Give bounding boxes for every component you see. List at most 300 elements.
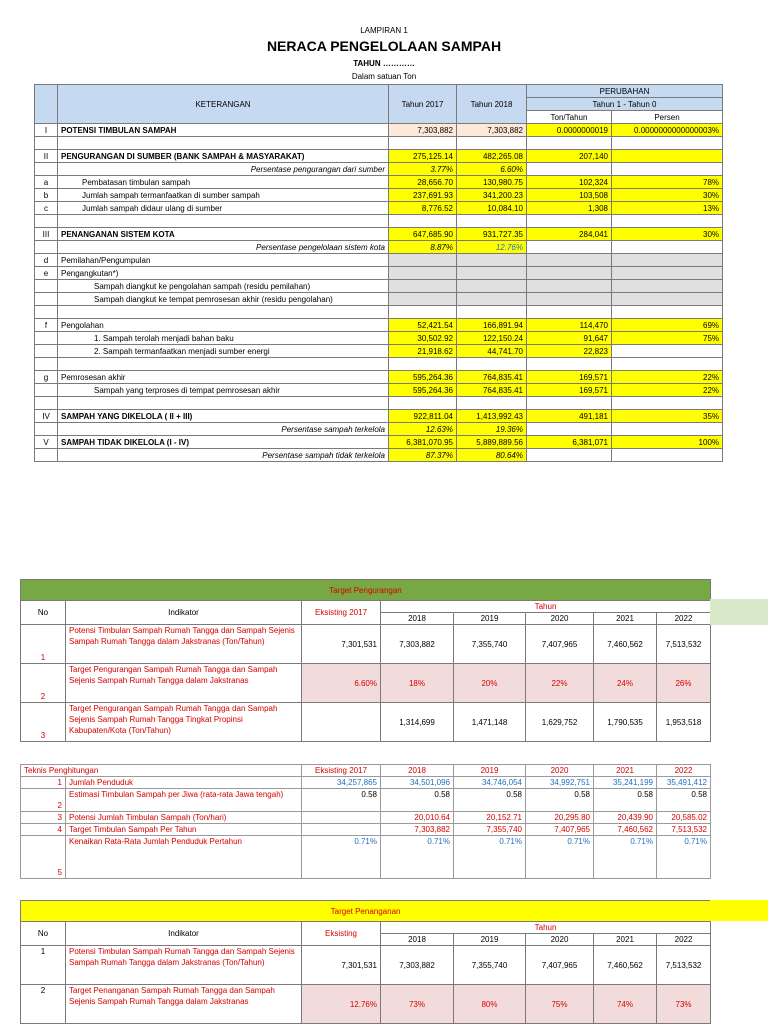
neraca-cell-no: [35, 280, 58, 293]
neraca-cell-v2: 482,265.08: [457, 150, 527, 163]
lampiran-label: LAMPIRAN 1: [360, 26, 408, 35]
pengurangan-year: 2022: [657, 613, 711, 625]
neraca-cell-v2: 10,084.10: [457, 202, 527, 215]
penanganan-row-value: 7,407,965: [526, 946, 594, 985]
pengurangan-col-eks: Eksisting 2017: [302, 601, 381, 625]
neraca-cell-v1: 647,685.90: [389, 228, 457, 241]
neraca-cell-no: b: [35, 189, 58, 202]
neraca-cell-v1: [389, 293, 457, 306]
neraca-cell-label: [58, 137, 389, 150]
penanganan-row-label: Potensi Timbulan Sampah Rumah Tangga dan Sampah Sejenis Sampah Rumah Tangga dalam Jakstranas (Ton/Tahun): [66, 946, 302, 985]
teknis-row-value: 7,460,562: [594, 824, 657, 836]
teknis-row-eks: 0.71%: [302, 836, 381, 879]
penanganan-side-band: [710, 900, 768, 921]
pengurangan-row-no: 1: [21, 625, 66, 664]
neraca-row: [35, 254, 723, 267]
neraca-cell-v1: 8.87%: [389, 241, 457, 254]
penanganan-row-value: 7,355,740: [454, 946, 526, 985]
neraca-cell-v1: [389, 358, 457, 371]
neraca-row: [35, 410, 723, 423]
neraca-cell-v2: 764,835.41: [457, 371, 527, 384]
neraca-row: [35, 384, 723, 397]
neraca-cell-label: Sampah diangkut ke pengolahan sampah (residu pemilahan): [58, 280, 389, 293]
neraca-cell-label: 2. Sampah termanfaatkan menjadi sumber energi: [58, 345, 389, 358]
teknis-row-no: 3: [21, 812, 66, 824]
penanganan-row-no: 1: [21, 946, 66, 985]
penanganan-row-value: 7,460,562: [594, 946, 657, 985]
neraca-row: [35, 137, 723, 150]
neraca-cell-ton: 1,308: [527, 202, 612, 215]
neraca-cell-v2: [457, 254, 527, 267]
neraca-cell-no: [35, 358, 58, 371]
neraca-cell-no: II: [35, 150, 58, 163]
neraca-cell-ton: [527, 267, 612, 280]
teknis-row-value: 0.71%: [454, 836, 526, 879]
pengurangan-row-eks: 6.60%: [302, 664, 381, 703]
pengurangan-year: 2019: [454, 613, 526, 625]
pengurangan-row-value: 7,303,882: [381, 625, 454, 664]
neraca-cell-pct: 78%: [612, 176, 723, 189]
neraca-cell-v2: [457, 358, 527, 371]
penanganan-col-indikator: Indikator: [66, 922, 302, 946]
neraca-cell-no: I: [35, 124, 58, 137]
neraca-cell-v2: [457, 267, 527, 280]
neraca-cell-ton: [527, 306, 612, 319]
neraca-cell-v2: 5,889,889.56: [457, 436, 527, 449]
neraca-cell-v1: 595,264.36: [389, 384, 457, 397]
neraca-cell-no: [35, 306, 58, 319]
pengurangan-year: 2018: [381, 613, 454, 625]
penanganan-row-value: 73%: [657, 985, 711, 1024]
neraca-cell-label: [58, 215, 389, 228]
pengurangan-row-value: 7,513,532: [657, 625, 711, 664]
neraca-cell-v2: 12.76%: [457, 241, 527, 254]
pengurangan-row-value: 7,407,965: [526, 625, 594, 664]
neraca-cell-no: [35, 293, 58, 306]
pengurangan-row: [21, 664, 711, 703]
teknis-row-value: 0.71%: [594, 836, 657, 879]
neraca-cell-ton: 0.0000000019: [527, 124, 612, 137]
penanganan-col-no: No: [21, 922, 66, 946]
neraca-row: [35, 306, 723, 319]
neraca-cell-ton: 169,571: [527, 371, 612, 384]
pengurangan-title: Target Pengurangan: [21, 580, 711, 601]
penanganan-row-value: 7,513,532: [657, 946, 711, 985]
penanganan-row-eks: 7,301,531: [302, 946, 381, 985]
neraca-cell-v1: 30,502.92: [389, 332, 457, 345]
neraca-cell-v1: [389, 254, 457, 267]
teknis-row-label: Potensi Jumlah Timbulan Sampah (Ton/hari): [66, 812, 302, 824]
neraca-cell-pct: 22%: [612, 371, 723, 384]
pengurangan-row-value: 26%: [657, 664, 711, 703]
neraca-row: [35, 124, 723, 137]
teknis-year: 2018: [381, 765, 454, 777]
neraca-cell-v1: 21,918.62: [389, 345, 457, 358]
teknis-year: 2020: [526, 765, 594, 777]
neraca-cell-pct: [612, 306, 723, 319]
neraca-row: [35, 371, 723, 384]
teknis-row-value: 7,513,532: [657, 824, 711, 836]
penanganan-year: 2019: [454, 934, 526, 946]
neraca-cell-ton: 284,041: [527, 228, 612, 241]
neraca-cell-ton: [527, 280, 612, 293]
teknis-row: [21, 777, 711, 789]
neraca-cell-v2: 7,303,882: [457, 124, 527, 137]
neraca-row: [35, 202, 723, 215]
header-ton: Ton/Tahun: [527, 111, 612, 124]
teknis-row-value: 20,585.02: [657, 812, 711, 824]
header-persen: Persen: [612, 111, 723, 124]
neraca-cell-v1: [389, 397, 457, 410]
neraca-cell-label: Sampah yang terproses di tempat pemrosesan akhir: [58, 384, 389, 397]
neraca-cell-v1: 28,656.70: [389, 176, 457, 189]
neraca-cell-label: 1. Sampah terolah menjadi bahan baku: [58, 332, 389, 345]
neraca-cell-v1: 595,264.36: [389, 371, 457, 384]
teknis-row: [21, 836, 711, 879]
neraca-table: [34, 84, 723, 462]
teknis-row-label: Target Timbulan Sampah Per Tahun: [66, 824, 302, 836]
neraca-cell-v1: 237,691.93: [389, 189, 457, 202]
neraca-cell-v2: 931,727.35: [457, 228, 527, 241]
penanganan-row-value: 73%: [381, 985, 454, 1024]
teknis-row-value: 20,010.64: [381, 812, 454, 824]
pengurangan-row-value: 1,471,148: [454, 703, 526, 742]
neraca-cell-label: Jumlah sampah termanfaatkan di sumber sampah: [58, 189, 389, 202]
neraca-cell-no: [35, 215, 58, 228]
penanganan-year: 2021: [594, 934, 657, 946]
penanganan-row-value: 80%: [454, 985, 526, 1024]
header-keterangan: KETERANGAN: [58, 85, 389, 124]
neraca-cell-pct: 0.0000000000000003%: [612, 124, 723, 137]
pengurangan-year: 2021: [594, 613, 657, 625]
teknis-row-value: 35,491,412: [657, 777, 711, 789]
neraca-cell-v1: [389, 306, 457, 319]
neraca-cell-no: [35, 397, 58, 410]
neraca-cell-v1: 52,421.54: [389, 319, 457, 332]
pengurangan-row-label: Potensi Timbulan Sampah Rumah Tangga dan Sampah Sejenis Sampah Rumah Tangga dalam Jakstranas (Ton/Tahun): [66, 625, 302, 664]
penanganan-row-no: 2: [21, 985, 66, 1024]
neraca-cell-label: Persentase pengurangan dari sumber: [58, 163, 389, 176]
neraca-cell-label: Pengolahan: [58, 319, 389, 332]
neraca-cell-no: [35, 163, 58, 176]
neraca-row: [35, 189, 723, 202]
pengurangan-col-indikator: Indikator: [66, 601, 302, 625]
neraca-cell-label: Persentase pengelolaan sistem kota: [58, 241, 389, 254]
teknis-row: [21, 824, 711, 836]
teknis-row: [21, 812, 711, 824]
teknis-row-no: 1: [21, 777, 66, 789]
neraca-cell-pct: [612, 241, 723, 254]
pengurangan-row-label: Target Pengurangan Sampah Rumah Tangga dan Sampah Sejenis Sampah Rumah Tangga dalam Jakstranas: [66, 664, 302, 703]
neraca-cell-v2: [457, 397, 527, 410]
target-penanganan-table: [20, 900, 711, 1024]
penanganan-title: Target Penanganan: [21, 901, 711, 922]
neraca-cell-no: [35, 345, 58, 358]
neraca-cell-v1: 275,125.14: [389, 150, 457, 163]
penanganan-row-label: Target Penanganan Sampah Rumah Tangga dan Sampah Sejenis Sampah Rumah Tangga dalam Jakstranas: [66, 985, 302, 1024]
neraca-cell-v1: 922,811.04: [389, 410, 457, 423]
neraca-cell-v2: 44,741.70: [457, 345, 527, 358]
pengurangan-row-value: 1,790,535: [594, 703, 657, 742]
teknis-row-value: 20,295.80: [526, 812, 594, 824]
teknis-row-value: 0.58: [526, 789, 594, 812]
neraca-cell-ton: 6,381,071: [527, 436, 612, 449]
tahun-label: TAHUN …………: [353, 59, 415, 68]
pengurangan-row-value: 1,953,518: [657, 703, 711, 742]
teknis-row-no: 5: [21, 836, 66, 879]
neraca-row: [35, 176, 723, 189]
header-perubahan: PERUBAHAN: [527, 85, 723, 98]
neraca-cell-label: SAMPAH TIDAK DIKELOLA (I - IV): [58, 436, 389, 449]
teknis-year: 2021: [594, 765, 657, 777]
neraca-row: [35, 358, 723, 371]
neraca-cell-no: d: [35, 254, 58, 267]
teknis-row-value: 7,355,740: [454, 824, 526, 836]
neraca-cell-pct: [612, 397, 723, 410]
penanganan-row: [21, 985, 711, 1024]
neraca-cell-label: [58, 358, 389, 371]
neraca-cell-no: V: [35, 436, 58, 449]
neraca-cell-v1: [389, 267, 457, 280]
teknis-row-value: 0.71%: [381, 836, 454, 879]
teknis-row-label: Estimasi Timbulan Sampah per Jiwa (rata-rata Jawa tengah): [66, 789, 302, 812]
neraca-cell-no: [35, 241, 58, 254]
pengurangan-row-value: 7,460,562: [594, 625, 657, 664]
neraca-cell-label: PENANGANAN SISTEM KOTA: [58, 228, 389, 241]
neraca-cell-v1: [389, 215, 457, 228]
neraca-cell-label: Persentase sampah terkelola: [58, 423, 389, 436]
neraca-cell-v1: 6,381,070.95: [389, 436, 457, 449]
neraca-cell-pct: 22%: [612, 384, 723, 397]
neraca-cell-v2: [457, 137, 527, 150]
pengurangan-row-no: 2: [21, 664, 66, 703]
teknis-row-eks: [302, 812, 381, 824]
neraca-cell-pct: [612, 150, 723, 163]
target-pengurangan-table: [20, 579, 711, 742]
neraca-cell-ton: [527, 241, 612, 254]
neraca-cell-v1: [389, 280, 457, 293]
teknis-row-value: 0.58: [381, 789, 454, 812]
neraca-cell-v1: 8,776.52: [389, 202, 457, 215]
neraca-cell-no: IV: [35, 410, 58, 423]
pengurangan-col-tahun: Tahun: [381, 601, 711, 613]
neraca-cell-pct: [612, 163, 723, 176]
neraca-cell-v1: 7,303,882: [389, 124, 457, 137]
unit-label: Dalam satuan Ton: [351, 72, 417, 81]
page-title: NERACA PENGELOLAAN SAMPAH: [266, 38, 502, 54]
neraca-cell-label: Pemrosesan akhir: [58, 371, 389, 384]
neraca-cell-ton: 169,571: [527, 384, 612, 397]
teknis-row-eks: [302, 824, 381, 836]
neraca-cell-no: a: [35, 176, 58, 189]
neraca-row: [35, 280, 723, 293]
neraca-cell-no: g: [35, 371, 58, 384]
neraca-cell-ton: [527, 293, 612, 306]
teknis-year: 2022: [657, 765, 711, 777]
neraca-cell-label: POTENSI TIMBULAN SAMPAH: [58, 124, 389, 137]
neraca-cell-pct: [612, 267, 723, 280]
neraca-row: [35, 397, 723, 410]
neraca-cell-v1: 3.77%: [389, 163, 457, 176]
pengurangan-row-value: 20%: [454, 664, 526, 703]
pengurangan-col-no: No: [21, 601, 66, 625]
neraca-cell-ton: [527, 254, 612, 267]
neraca-row: [35, 423, 723, 436]
pengurangan-year: 2020: [526, 613, 594, 625]
neraca-cell-v1: 87.37%: [389, 449, 457, 462]
neraca-cell-pct: [612, 449, 723, 462]
neraca-cell-pct: [612, 215, 723, 228]
pengurangan-row-eks: [302, 703, 381, 742]
teknis-row: [21, 789, 711, 812]
pengurangan-row-no: 3: [21, 703, 66, 742]
penanganan-year: 2020: [526, 934, 594, 946]
neraca-cell-label: Persentase sampah tidak terkelola: [58, 449, 389, 462]
neraca-cell-no: [35, 137, 58, 150]
penanganan-row: [21, 946, 711, 985]
neraca-cell-ton: [527, 358, 612, 371]
teknis-row-value: 0.58: [657, 789, 711, 812]
neraca-cell-ton: 103,508: [527, 189, 612, 202]
neraca-cell-v2: 122,150.24: [457, 332, 527, 345]
penanganan-row-value: 74%: [594, 985, 657, 1024]
neraca-cell-ton: 114,470: [527, 319, 612, 332]
neraca-cell-pct: 75%: [612, 332, 723, 345]
neraca-cell-v2: [457, 215, 527, 228]
penanganan-col-tahun: Tahun: [381, 922, 711, 934]
teknis-row-value: 0.58: [594, 789, 657, 812]
teknis-row-value: 20,439.90: [594, 812, 657, 824]
penanganan-year: 2018: [381, 934, 454, 946]
penanganan-row-value: 75%: [526, 985, 594, 1024]
teknis-row-label: Kenaikan Rata-Rata Jumlah Penduduk Pertahun: [66, 836, 302, 879]
neraca-cell-no: [35, 449, 58, 462]
teknis-row-eks: 34,257,865: [302, 777, 381, 789]
neraca-cell-no: e: [35, 267, 58, 280]
teknis-row-value: 0.58: [454, 789, 526, 812]
neraca-cell-label: [58, 397, 389, 410]
neraca-cell-pct: [612, 358, 723, 371]
neraca-cell-pct: [612, 280, 723, 293]
header-2017: Tahun 2017: [389, 85, 457, 124]
teknis-row-value: 34,746,054: [454, 777, 526, 789]
neraca-cell-ton: 102,324: [527, 176, 612, 189]
pengurangan-row-value: 1,629,752: [526, 703, 594, 742]
pengurangan-row: [21, 625, 711, 664]
pengurangan-row-value: 22%: [526, 664, 594, 703]
teknis-year: 2019: [454, 765, 526, 777]
neraca-cell-pct: [612, 137, 723, 150]
penanganan-row-value: 7,303,882: [381, 946, 454, 985]
pengurangan-row-label: Target Pengurangan Sampah Rumah Tangga dan Sampah Sejenis Sampah Rumah Tangga Tingkat Propinsi Kabupaten/Kota (Ton/Tahun): [66, 703, 302, 742]
neraca-cell-label: Sampah diangkut ke tempat pemrosesan akhir (residu pengolahan): [58, 293, 389, 306]
penanganan-col-eks: Eksisting: [302, 922, 381, 946]
neraca-cell-pct: 30%: [612, 189, 723, 202]
neraca-cell-label: [58, 306, 389, 319]
pengurangan-row-value: 7,355,740: [454, 625, 526, 664]
penanganan-year: 2022: [657, 934, 711, 946]
neraca-cell-no: III: [35, 228, 58, 241]
teknis-table: [20, 764, 711, 879]
penanganan-row-eks: 12.76%: [302, 985, 381, 1024]
teknis-row-value: 20,152.71: [454, 812, 526, 824]
pengurangan-row-value: 18%: [381, 664, 454, 703]
neraca-row: [35, 267, 723, 280]
neraca-row: [35, 345, 723, 358]
neraca-cell-ton: [527, 137, 612, 150]
neraca-cell-no: [35, 423, 58, 436]
teknis-row-value: 7,303,882: [381, 824, 454, 836]
neraca-cell-label: Pemilahan/Pengumpulan: [58, 254, 389, 267]
teknis-row-no: 4: [21, 824, 66, 836]
neraca-row: [35, 163, 723, 176]
neraca-cell-v2: 341,200.23: [457, 189, 527, 202]
neraca-row: [35, 449, 723, 462]
neraca-cell-v2: [457, 293, 527, 306]
neraca-row: [35, 241, 723, 254]
neraca-cell-v2: 130,980.75: [457, 176, 527, 189]
neraca-row: [35, 150, 723, 163]
header-no-cell: [35, 85, 58, 124]
neraca-row: [35, 293, 723, 306]
neraca-cell-no: [35, 384, 58, 397]
neraca-cell-label: Pembatasan timbulan sampah: [58, 176, 389, 189]
neraca-row: [35, 228, 723, 241]
neraca-cell-ton: [527, 423, 612, 436]
neraca-cell-pct: [612, 423, 723, 436]
pengurangan-row-value: 24%: [594, 664, 657, 703]
teknis-row-value: 7,407,965: [526, 824, 594, 836]
neraca-cell-pct: 13%: [612, 202, 723, 215]
neraca-cell-label: Pengangkutan*): [58, 267, 389, 280]
neraca-row: [35, 436, 723, 449]
neraca-cell-label: PENGURANGAN DI SUMBER (BANK SAMPAH & MASYARAKAT): [58, 150, 389, 163]
neraca-cell-pct: 69%: [612, 319, 723, 332]
neraca-cell-v2: [457, 306, 527, 319]
teknis-title: Teknis Penghitungan: [21, 765, 302, 777]
pengurangan-row-eks: 7,301,531: [302, 625, 381, 664]
teknis-row-value: 0.71%: [526, 836, 594, 879]
neraca-cell-pct: 30%: [612, 228, 723, 241]
teknis-row-value: 34,992,751: [526, 777, 594, 789]
neraca-cell-ton: 491,181: [527, 410, 612, 423]
teknis-row-value: 0.71%: [657, 836, 711, 879]
neraca-cell-v2: 80.64%: [457, 449, 527, 462]
neraca-cell-v2: 166,891.94: [457, 319, 527, 332]
teknis-row-label: Jumlah Penduduk: [66, 777, 302, 789]
neraca-cell-label: Jumlah sampah didaur ulang di sumber: [58, 202, 389, 215]
pengurangan-side-band: [710, 599, 768, 625]
teknis-col-eks: Eksisting 2017: [302, 765, 381, 777]
neraca-cell-v2: 1,413,992.43: [457, 410, 527, 423]
neraca-cell-pct: [612, 293, 723, 306]
neraca-row: [35, 215, 723, 228]
neraca-cell-ton: [527, 215, 612, 228]
neraca-cell-v2: [457, 280, 527, 293]
neraca-cell-v2: 764,835.41: [457, 384, 527, 397]
neraca-cell-v2: 19.36%: [457, 423, 527, 436]
neraca-cell-no: f: [35, 319, 58, 332]
neraca-cell-pct: 35%: [612, 410, 723, 423]
neraca-cell-ton: 207,140: [527, 150, 612, 163]
neraca-cell-ton: [527, 449, 612, 462]
pengurangan-row-value: 1,314,699: [381, 703, 454, 742]
neraca-cell-label: SAMPAH YANG DIKELOLA ( II + III): [58, 410, 389, 423]
neraca-cell-pct: 100%: [612, 436, 723, 449]
pengurangan-row: [21, 703, 711, 742]
teknis-row-eks: 0.58: [302, 789, 381, 812]
teknis-row-no: 2: [21, 789, 66, 812]
